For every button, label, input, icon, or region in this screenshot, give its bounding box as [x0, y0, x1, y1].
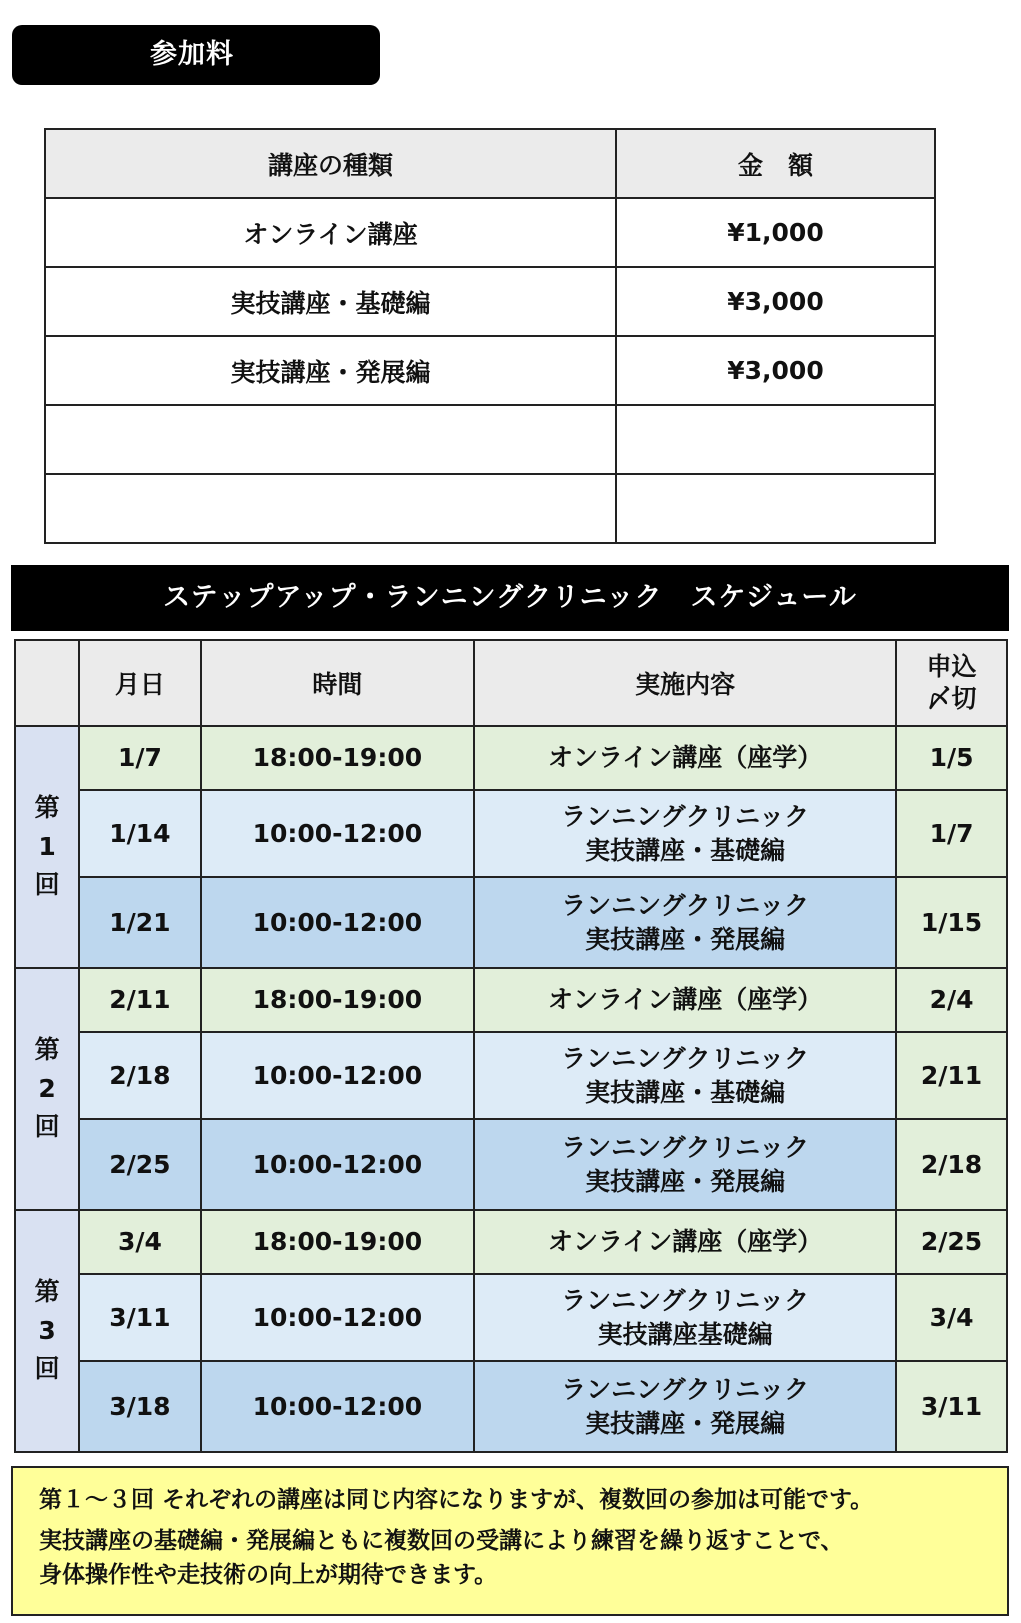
schedule-header [15, 640, 1007, 726]
deadline-cell: 2/4 [896, 968, 1007, 1032]
fee-row [45, 198, 935, 267]
time-cell: 18:00-19:00 [201, 726, 475, 790]
date-cell: 3/18 [79, 1361, 200, 1452]
note-line-2: 実技講座の基礎編・発展編ともに複数回の受講により練習を繰り返すことで、 [39, 1528, 844, 1555]
fee-amount: ¥3,000 [616, 267, 935, 336]
time-cell: 10:00-12:00 [201, 877, 475, 968]
deadline-cell: 2/25 [896, 1210, 1007, 1274]
table-row [15, 1032, 1007, 1119]
time-cell: 18:00-19:00 [201, 1210, 475, 1274]
date-cell: 3/11 [79, 1274, 200, 1361]
time-cell: 18:00-19:00 [201, 968, 475, 1032]
time-cell: 10:00-12:00 [201, 1119, 475, 1210]
deadline-cell: 2/11 [896, 1032, 1007, 1119]
table-row [15, 1274, 1007, 1361]
deadline-cell: 3/4 [896, 1274, 1007, 1361]
fee-row-empty [45, 474, 935, 543]
header-deadline [896, 640, 1007, 726]
fee-table-header [45, 129, 935, 198]
fee-amount [616, 405, 935, 474]
content-cell: ランニングクリニック 実技講座・発展編 [474, 1119, 896, 1210]
note-line-1: 第１～３回 それぞれの講座は同じ内容になりますが、複数回の参加は可能です。 [39, 1487, 874, 1513]
table-row [15, 877, 1007, 968]
deadline-cell: 2/18 [896, 1119, 1007, 1210]
fee-amount: ¥1,000 [616, 198, 935, 267]
time-cell: 10:00-12:00 [201, 1274, 475, 1361]
time-cell: 10:00-12:00 [201, 790, 475, 877]
date-cell: 2/18 [79, 1032, 200, 1119]
table-row [15, 1361, 1007, 1452]
fee-type [45, 405, 616, 474]
header-deadline-line2: 〆切 [926, 684, 977, 713]
schedule-table [14, 639, 1008, 1453]
note-box [11, 1466, 1009, 1616]
content-cell: ランニングクリニック 実技講座・基礎編 [474, 1032, 896, 1119]
time-cell: 10:00-12:00 [201, 1361, 475, 1452]
header-time: 時間 [201, 640, 475, 726]
deadline-cell: 1/5 [896, 726, 1007, 790]
date-cell: 3/4 [79, 1210, 200, 1274]
fee-header-amount: 金 額 [616, 129, 935, 198]
date-cell: 1/14 [79, 790, 200, 877]
round-label-2: 第 2 回 [15, 968, 79, 1210]
date-cell: 2/25 [79, 1119, 200, 1210]
fee-section-label: 参加料 [12, 25, 380, 85]
fee-amount: ¥3,000 [616, 336, 935, 405]
table-row [15, 1210, 1007, 1274]
content-cell: オンライン講座（座学） [474, 726, 896, 790]
fee-header-type: 講座の種類 [45, 129, 616, 198]
table-row [15, 790, 1007, 877]
date-cell: 1/7 [79, 726, 200, 790]
content-cell: オンライン講座（座学） [474, 1210, 896, 1274]
table-row [15, 726, 1007, 790]
fee-table [44, 128, 936, 544]
deadline-cell: 1/7 [896, 790, 1007, 877]
deadline-cell: 1/15 [896, 877, 1007, 968]
schedule-title: ステップアップ・ランニングクリニック スケジュール [11, 565, 1009, 631]
time-cell: 10:00-12:00 [201, 1032, 475, 1119]
header-date: 月日 [79, 640, 200, 726]
fee-type: 実技講座・基礎編 [45, 267, 616, 336]
date-cell: 2/11 [79, 968, 200, 1032]
fee-amount [616, 474, 935, 543]
table-row [15, 968, 1007, 1032]
round-label-3: 第 3 回 [15, 1210, 79, 1452]
fee-row-empty [45, 405, 935, 474]
round-label-1: 第 1 回 [15, 726, 79, 968]
table-row [15, 1119, 1007, 1210]
content-cell: ランニングクリニック 実技講座基礎編 [474, 1274, 896, 1361]
fee-row [45, 267, 935, 336]
deadline-cell: 3/11 [896, 1361, 1007, 1452]
content-cell: ランニングクリニック 実技講座・発展編 [474, 877, 896, 968]
fee-row [45, 336, 935, 405]
date-cell: 1/21 [79, 877, 200, 968]
fee-type [45, 474, 616, 543]
content-cell: ランニングクリニック 実技講座・基礎編 [474, 790, 896, 877]
note-line-3: 身体操作性や走技術の向上が期待できます。 [39, 1561, 498, 1588]
content-cell: ランニングクリニック 実技講座・発展編 [474, 1361, 896, 1452]
header-round [15, 640, 79, 726]
header-deadline-line1: 申込 [926, 651, 977, 681]
fee-type: オンライン講座 [45, 198, 616, 267]
fee-type: 実技講座・発展編 [45, 336, 616, 405]
header-content: 実施内容 [474, 640, 896, 726]
content-cell: オンライン講座（座学） [474, 968, 896, 1032]
